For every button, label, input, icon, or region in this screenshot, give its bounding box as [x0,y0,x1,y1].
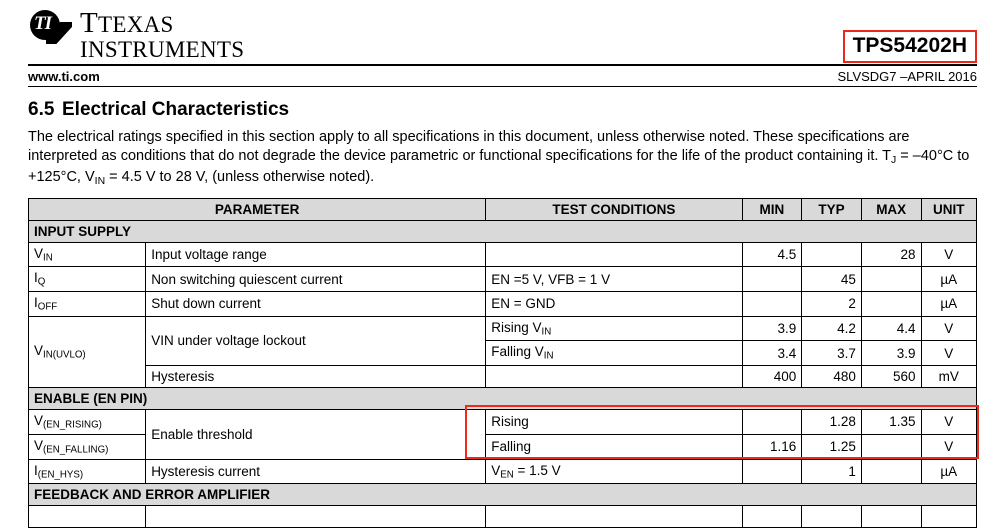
ti-logo-icon: TI [28,8,72,48]
symbol-subscript: (EN_RISING) [43,420,102,431]
row-conditions [486,242,742,267]
row-conditions: Rising [486,410,742,435]
conditions-subscript: IN [542,326,552,337]
row-unit: mV [921,366,976,388]
table-row [29,267,977,292]
column-header-test-conditions: TEST CONDITIONS [486,198,742,220]
row-typ [802,242,862,267]
row-typ: 1.28 [802,410,862,435]
row-max: 3.9 [861,341,921,366]
conditions-subscript: IN [544,351,554,362]
table-header-row [29,198,977,220]
table-row [29,506,977,528]
intro-sub-j: J [891,155,896,166]
row-min: 3.4 [742,341,802,366]
header-subline [28,66,977,84]
row-max: 4.4 [861,316,921,341]
specs-table-wrap [28,198,977,528]
table-row [29,459,977,484]
row-symbol [29,434,146,459]
symbol-base: I [34,295,38,310]
symbol-base: I [34,270,38,285]
symbol-subscript: IN [43,252,53,263]
row-parameter: Hysteresis [146,366,486,388]
row-typ: 3.7 [802,341,862,366]
table-group-row [29,220,977,242]
symbol-base: V [34,413,43,428]
ti-website-link[interactable]: www.ti.com [28,69,100,84]
row-min [742,410,802,435]
row-min: 3.9 [742,316,802,341]
symbol-subscript: IN(UVLO) [43,350,86,361]
row-min [742,267,802,292]
row-parameter: Input voltage range [146,242,486,267]
table-group-row [29,484,977,506]
table-row [29,242,977,267]
row-min: 1.16 [742,434,802,459]
row-min [742,291,802,316]
row-min [742,506,802,528]
ti-logo-line2: INSTRUMENTS [80,37,244,62]
section-title-text: Electrical Characteristics [62,99,289,120]
symbol-subscript: Q [38,277,46,288]
intro-line-3e: = 4.5 V to 28 V, (unless otherwise noted). [105,169,374,185]
group-label-input-supply: INPUT SUPPLY [29,220,977,242]
row-max [861,506,921,528]
row-symbol [29,506,146,528]
row-max: 560 [861,366,921,388]
row-unit [921,506,976,528]
row-unit: V [921,341,976,366]
row-parameter [146,506,486,528]
table-row [29,366,977,388]
row-max [861,459,921,484]
group-label-feedback: FEEDBACK AND ERROR AMPLIFIER [29,484,977,506]
row-conditions: Falling [486,434,742,459]
row-parameter: Non switching quiescent current [146,267,486,292]
page-title [28,99,977,121]
electrical-characteristics-table [28,198,977,528]
row-symbol [29,459,146,484]
intro-sub-in: IN [95,176,105,187]
conditions-base: V [491,463,500,478]
intro-line-3c: = –40°C to +125°C, V [28,148,969,185]
section-intro [28,128,977,189]
symbol-subscript: OFF [38,302,57,313]
row-max [861,267,921,292]
row-unit: µA [921,459,976,484]
row-parameter: Enable threshold [146,410,486,459]
conditions-subscript: EN [500,469,514,480]
table-row [29,291,977,316]
column-header-max: MAX [861,198,921,220]
part-number-badge: TPS54202H [843,30,977,63]
symbol-base: I [34,463,38,478]
column-header-unit: UNIT [921,198,976,220]
row-parameter: Shut down current [146,291,486,316]
symbol-subscript: (EN_HYS) [38,469,83,480]
row-symbol [29,410,146,435]
row-conditions: EN = GND [486,291,742,316]
row-min [742,459,802,484]
row-conditions [486,316,742,341]
row-conditions [486,341,742,366]
document-id: SLVSDG7 –APRIL 2016 [838,69,977,84]
row-max [861,291,921,316]
row-typ: 1 [802,459,862,484]
row-min: 400 [742,366,802,388]
row-unit: µA [921,267,976,292]
conditions-base: Falling V [491,344,544,359]
row-typ [802,506,862,528]
row-typ: 1.25 [802,434,862,459]
row-unit: V [921,316,976,341]
table-row [29,410,977,435]
ti-logo [28,8,244,63]
row-unit: V [921,410,976,435]
intro-line-3a: the product containing it. T [720,148,891,164]
section-number: 6.5 [28,99,62,121]
row-symbol [29,267,146,292]
symbol-subscript: (EN_FALLING) [43,445,108,456]
column-header-typ: TYP [802,198,862,220]
row-typ: 480 [802,366,862,388]
row-unit: V [921,434,976,459]
row-typ: 4.2 [802,316,862,341]
header-rule-2 [28,86,977,87]
page-header [28,0,977,62]
row-typ: 45 [802,267,862,292]
intro-line-2: specifications are interpreted as conditions that do not degrade the device parametric or functional specifications for the life of [28,129,909,164]
column-header-parameter: PARAMETER [29,198,486,220]
column-header-min: MIN [742,198,802,220]
table-row [29,316,977,341]
row-symbol [29,242,146,267]
row-unit: V [921,242,976,267]
row-symbol [29,291,146,316]
symbol-base: V [34,246,43,261]
ti-wordmark: TTEXAS INSTRUMENTS [80,8,244,63]
row-conditions [486,459,742,484]
row-typ: 2 [802,291,862,316]
intro-line-1: The electrical ratings specified in this section apply to all specifications in this document, unless otherwise noted. These [28,129,793,145]
row-max: 28 [861,242,921,267]
row-parameter: Hysteresis current [146,459,486,484]
ti-logo-line1: TEXAS [98,12,174,37]
group-label-enable: ENABLE (EN PIN) [29,388,977,410]
symbol-base: V [34,343,43,358]
conditions-tail: = 1.5 V [514,463,561,478]
row-conditions: EN =5 V, VFB = 1 V [486,267,742,292]
conditions-base: Rising V [491,320,541,335]
row-min: 4.5 [742,242,802,267]
row-max [861,434,921,459]
row-symbol [29,316,146,387]
row-conditions [486,366,742,388]
row-conditions [486,506,742,528]
table-group-row [29,388,977,410]
symbol-base: V [34,438,43,453]
row-parameter: VIN under voltage lockout [146,316,486,365]
row-unit: µA [921,291,976,316]
row-max: 1.35 [861,410,921,435]
